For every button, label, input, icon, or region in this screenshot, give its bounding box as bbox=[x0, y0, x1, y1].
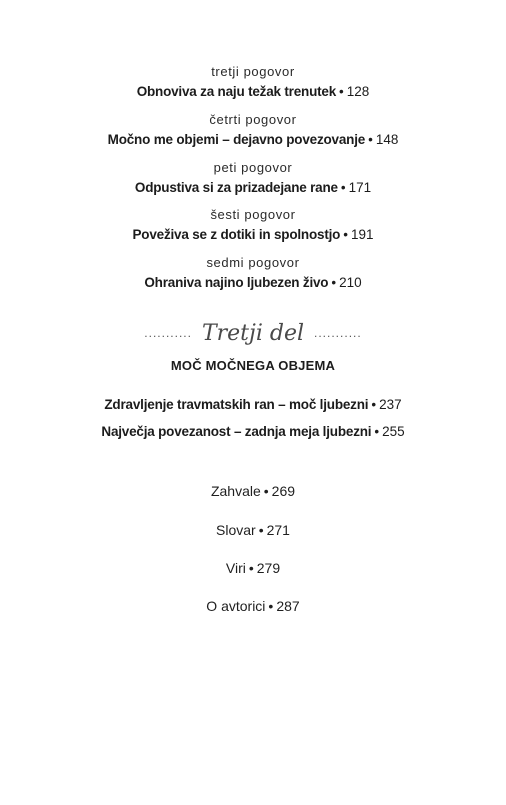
back-matter-page: 271 bbox=[266, 522, 290, 538]
toc-entry-page: 128 bbox=[346, 84, 370, 99]
toc-entry-title: Zdravljenje travmatskih ran – moč ljubezni bbox=[104, 397, 369, 412]
separator-bullet: • bbox=[374, 424, 380, 439]
separator-bullet: • bbox=[263, 483, 269, 499]
conversation-label: sedmi pogovor bbox=[206, 255, 300, 270]
part-subtitle: MOČ MOČNEGA OBJEMA bbox=[170, 358, 336, 373]
back-matter-page: 287 bbox=[276, 598, 300, 614]
part-heading bbox=[0, 320, 506, 346]
toc-entry bbox=[0, 84, 506, 99]
dotted-leader-left: ........... bbox=[144, 326, 192, 340]
separator-bullet: • bbox=[258, 522, 264, 538]
separator-bullet: • bbox=[343, 227, 348, 242]
separator-bullet: • bbox=[339, 84, 344, 99]
separator-bullet: • bbox=[268, 598, 274, 614]
toc-entry-page: 148 bbox=[375, 132, 399, 147]
separator-bullet: • bbox=[331, 275, 337, 290]
conversation-label: tretji pogovor bbox=[211, 64, 295, 79]
separator-bullet: • bbox=[248, 560, 254, 576]
toc-entry-title: Poveživa se z dotiki in spolnostjo bbox=[132, 227, 341, 242]
back-matter-entry bbox=[0, 483, 506, 499]
toc-entry-page: 191 bbox=[350, 227, 374, 242]
toc-entry-page: 210 bbox=[339, 275, 362, 290]
toc-entry bbox=[0, 132, 506, 147]
toc-entry bbox=[0, 275, 506, 290]
toc-entry bbox=[0, 227, 506, 242]
toc-entry-title: Največja povezanost – zadnja meja ljubezni bbox=[101, 424, 372, 439]
toc-entry-page: 171 bbox=[348, 180, 372, 195]
back-matter-title: Viri bbox=[225, 560, 246, 576]
conversation-label: četrti pogovor bbox=[209, 112, 297, 127]
back-matter-title: Slovar bbox=[216, 522, 256, 538]
toc-entry bbox=[0, 424, 506, 439]
back-matter-title: Zahvale bbox=[210, 483, 261, 499]
toc-entry-title: Obnoviva za naju težak trenutek bbox=[136, 84, 337, 99]
toc-entry-title: Močno me objemi – dejavno povezovanje bbox=[107, 132, 366, 147]
toc-entry bbox=[0, 397, 506, 412]
separator-bullet: • bbox=[371, 397, 377, 412]
toc-entry-page: 255 bbox=[382, 424, 405, 439]
part-heading-title: Tretji del bbox=[201, 320, 305, 346]
conversation-label: šesti pogovor bbox=[210, 207, 296, 222]
back-matter-entry bbox=[0, 522, 506, 538]
back-matter-entry bbox=[0, 598, 506, 614]
toc-entry-title: Ohraniva najino ljubezen živo bbox=[144, 275, 329, 290]
dotted-leader-right: ........... bbox=[314, 326, 362, 340]
toc-entry-title: Odpustiva si za prizadejane rane bbox=[134, 180, 338, 195]
back-matter-page: 269 bbox=[271, 483, 296, 499]
back-matter-page: 279 bbox=[256, 560, 281, 576]
separator-bullet: • bbox=[340, 180, 346, 195]
toc-entry-page: 237 bbox=[379, 397, 402, 412]
separator-bullet: • bbox=[368, 132, 373, 147]
back-matter-title: O avtorici bbox=[206, 598, 266, 614]
toc-entry bbox=[0, 180, 506, 195]
conversation-label: peti pogovor bbox=[213, 160, 293, 175]
back-matter-entry bbox=[0, 560, 506, 576]
